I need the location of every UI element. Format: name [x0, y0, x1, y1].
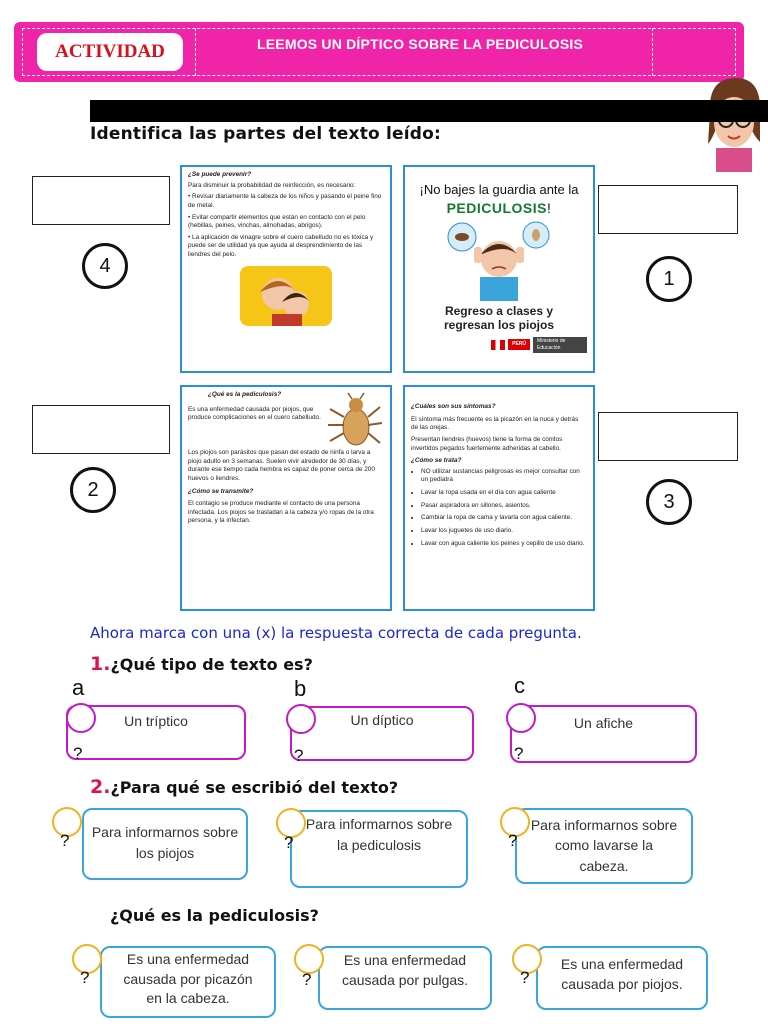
panel-text: Los piojos son parásitos que pasan del estado de ninfa o larva a piojo adulto en 3 semanas. Suelen vivir alrededor de 30 días, y durante ese tiempo cada hembra es capaz de poner cerca de 200 huevos o liendres. — [188, 449, 375, 482]
answer-box-3[interactable] — [598, 412, 738, 461]
panel-text: Presentan liendres (huevos) tiene la forma de conitos invertidos pegados fuertemente adheridas al cabello. — [411, 435, 563, 452]
activity-label: ACTIVIDAD — [37, 33, 183, 71]
panel-heading: ¿Cómo se trata? — [411, 457, 462, 465]
header-divider — [195, 28, 196, 76]
page-title: LEEMOS UN DÍPTICO SOBRE LA PEDICULOSIS — [257, 36, 583, 52]
peru-flag-icon — [491, 340, 505, 350]
panel-heading: ¿Cómo se transmite? — [188, 487, 254, 495]
list-item: • Lavar la ropa usada en el día con agua caliente — [421, 489, 587, 498]
question-mark: ? — [73, 744, 83, 763]
cover-title-highlight: PEDICULOSIS! — [446, 199, 552, 216]
number-circle-1: 1 — [646, 256, 692, 302]
question-mark: ? — [302, 970, 312, 989]
number-circle-3: 3 — [646, 479, 692, 525]
panel-text: El contagio se produce mediante el contacto de una persona infectada. Los piojos se trasladan a la cabeza y/o ropas de la otra persona, y la infectan. — [188, 500, 374, 525]
answer-box-2[interactable] — [32, 405, 170, 454]
question-mark: ? — [80, 968, 90, 987]
panel-text: • La aplicación de vinagre sobre el cuero cabelludo no es tóxica y puede ser de utilidad ya que ayuda al desprendimiento de las liendres del pelo. — [188, 233, 374, 259]
q3-option-b[interactable]: Es una enfermedad causada por pulgas. — [318, 946, 492, 1010]
number-circle-4: 4 — [82, 243, 128, 289]
q1-answer-bubble-b[interactable] — [286, 704, 316, 734]
panel-heading: ¿Qué es la pediculosis? — [208, 391, 282, 398]
question-text: ¿Para qué se escribió del texto? — [110, 778, 399, 797]
question-mark: ? — [60, 831, 70, 850]
question-text: ¿Qué tipo de texto es? — [110, 655, 313, 674]
answer-box-1[interactable] — [598, 185, 738, 234]
option-letter-a: a — [72, 675, 85, 700]
panel-cover — [403, 165, 595, 373]
q1-answer-bubble-a[interactable] — [66, 703, 96, 733]
list-item: • Lavar con agua caliente los peines y cepillo de uso diario. — [421, 540, 587, 549]
panel-symptoms — [403, 385, 595, 611]
number-circle-2: 2 — [70, 467, 116, 513]
q2-option-a[interactable]: Para informarnos sobre los piojos — [82, 808, 248, 880]
q1-answer-bubble-c[interactable] — [506, 703, 536, 733]
question-2 — [90, 776, 398, 798]
panel-what-is — [180, 385, 392, 611]
cover-title: ¡No bajes la guardia ante la — [419, 182, 579, 197]
list-item: • Cambiar la ropa de cama y lavarla con agua caliente. — [421, 514, 587, 523]
list-item: • Lavar los juguetes de uso diario. — [421, 527, 587, 536]
q2-option-c[interactable]: Para informarnos sobre como lavarse la cabeza. — [515, 808, 693, 884]
question-text: ¿Qué es la pediculosis? — [110, 906, 319, 925]
cover-subtitle: regresan los piojos — [443, 318, 555, 333]
answer-box-4[interactable] — [32, 176, 170, 225]
question-number: 2. — [90, 776, 111, 798]
list-item: • NO utilizar sustancias peligrosas es mejor consultar con un pediatra — [421, 468, 587, 485]
lice-check-illustration — [238, 264, 334, 328]
question-1 — [90, 653, 313, 675]
panel-text: El síntoma más frecuente es la picazón en la nuca y detrás de las orejas. — [411, 415, 579, 432]
panel-text: Es una enfermedad causada por piojos, que produce complicaciones en el cuero cabelludo. — [188, 405, 321, 422]
child-scratching-illustration — [444, 221, 554, 301]
panel-text: Para disminuir la probabilidad de reinfección, es necesario: — [188, 181, 356, 189]
panel-heading: ¿Se puede prevenir? — [188, 171, 252, 178]
q2-option-b[interactable]: Para informarnos sobre la pediculosis — [290, 810, 468, 888]
question-mark: ? — [294, 746, 304, 765]
q3-option-a[interactable]: Es una enfermedad causada por picazón en la cabeza. — [100, 946, 276, 1018]
section-heading: Identifica las partes del texto leído: — [90, 124, 442, 144]
list-item: • Pasar aspiradora en sillones, asientos. — [421, 502, 587, 511]
q1-option-c[interactable]: Un afiche — [510, 705, 697, 763]
ministry-logo: PERÚ Ministerio de Educación — [491, 337, 587, 353]
q1-option-a[interactable]: Un tríptico — [66, 705, 246, 760]
question-3 — [110, 906, 319, 925]
option-letter-b: b — [294, 676, 307, 701]
q1-option-b[interactable]: Un díptico — [290, 706, 474, 761]
mark-instruction: Ahora marca con una (x) la respuesta correcta de cada pregunta. — [90, 624, 582, 642]
header-divider — [652, 28, 653, 76]
panel-text: • Revisar diariamente la cabeza de los niños y pasando el peine fino de metal. — [188, 193, 382, 209]
option-letter-c: c — [514, 673, 525, 698]
panel-text: • Evitar compartir elementos que están en contacto con el pelo (hebillas, peines, vinchas, almohadas, abrigos). — [188, 213, 366, 230]
question-mark: ? — [520, 968, 530, 987]
question-mark: ? — [514, 744, 524, 763]
question-mark: ? — [284, 833, 294, 852]
cover-subtitle: Regreso a clases y — [444, 304, 554, 319]
panel-heading: ¿Cuáles son sus síntomas? — [411, 403, 496, 410]
section-divider-bar — [90, 100, 768, 122]
teacher-avatar — [700, 72, 766, 172]
q3-option-c[interactable]: Es una enfermedad causada por piojos. — [536, 946, 708, 1010]
question-mark: ? — [508, 831, 518, 850]
panel-prevention — [180, 165, 392, 373]
louse-icon — [324, 391, 384, 449]
question-number: 1. — [90, 653, 111, 675]
